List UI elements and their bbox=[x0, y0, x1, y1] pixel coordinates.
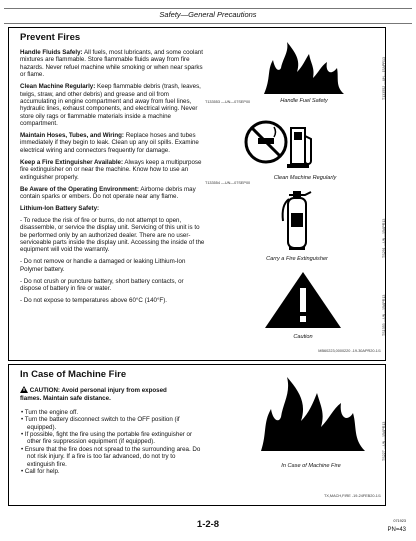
fluids-caption: Handle Fuel Safety bbox=[280, 98, 328, 104]
extinguisher-side-id: TS291 —UN—15APR13 bbox=[382, 218, 386, 258]
fluids-id: T133553 —UN—07SEP00 bbox=[205, 100, 251, 104]
footer-pn: PN=43 bbox=[387, 527, 406, 533]
machine-fire-ref: TX,MACH,FIRE -19-24FEB20-1/1 bbox=[324, 494, 381, 498]
caution-triangle-icon bbox=[263, 270, 343, 330]
list-item bbox=[20, 446, 205, 468]
fire-paragraph bbox=[20, 205, 205, 212]
paragraph-lead: Lithium-Ion Battery Safety: bbox=[20, 204, 100, 212]
clean-id: T133554 —UN—07SEP00 bbox=[205, 181, 251, 185]
machine-fire-caption: In Case of Machine Fire bbox=[281, 463, 341, 469]
fire-paragraph bbox=[20, 278, 205, 293]
section-title: In Case of Machine Fire bbox=[20, 369, 127, 380]
caution-side-id: TS1353 —UN—15APR13 bbox=[382, 294, 386, 336]
paragraph-text: - Do not remove or handle a damaged or leaking Lithium-Ion Polymer battery. bbox=[20, 258, 186, 273]
machine-fire-flame-icon bbox=[259, 373, 367, 453]
bullet-icon: • bbox=[21, 431, 25, 439]
list-item bbox=[20, 431, 205, 446]
bullet-text: If possible, fight the fire using the portable fire extinguisher or other fire suppression equipment (if equipped). bbox=[24, 431, 193, 446]
caution-statement bbox=[20, 386, 205, 403]
bullet-text: Turn the battery disconnect switch to the OFF position (if equipped). bbox=[24, 416, 180, 431]
caution-line-2: flames. Maintain safe distance. bbox=[20, 395, 111, 403]
paragraph-text: - Do not crush or puncture battery, short battery contacts, or dispose of battery in fire or water. bbox=[20, 277, 184, 292]
fire-paragraph bbox=[20, 83, 205, 127]
bullet-icon: • bbox=[21, 445, 25, 453]
page-number: 1-2-8 bbox=[196, 519, 220, 530]
page-header bbox=[4, 8, 412, 24]
caution-small-icon bbox=[20, 386, 28, 395]
header-title: Safety—General Precautions bbox=[159, 10, 257, 19]
list-item bbox=[20, 416, 205, 431]
machine-fire-side-id: TS227 —UN—15APR13 bbox=[382, 421, 386, 461]
paragraph-text: Airborne debris may contain sparks or embers. Do not operate near any flame. bbox=[20, 185, 196, 200]
caution-caption: Caution bbox=[293, 334, 313, 340]
fire-paragraph bbox=[20, 132, 205, 154]
paragraph-lead: Keep a Fire Extinguisher Available: bbox=[20, 158, 124, 166]
paragraph-text: All fuels, most lubricants, and some coolant mixtures are flammable. Store flammable fluids away from fire hazards. Never refuel machine while smoking or when near sparks or flame. bbox=[20, 49, 203, 79]
fire-paragraph bbox=[20, 297, 205, 304]
bullet-text: Turn the engine off. bbox=[24, 408, 79, 416]
fire-extinguisher-icon bbox=[279, 189, 315, 253]
bullet-icon: • bbox=[21, 416, 25, 424]
extinguisher-caption: Carry a Fire Extinguisher bbox=[266, 256, 328, 262]
fire-paragraph bbox=[20, 258, 205, 273]
fluids-side-id: T133552 —UN—15APR13 bbox=[382, 57, 386, 100]
paragraph-text: - To reduce the risk of fire or burns, do not attempt to open, disassemble, or service the display unit. Servicing of this unit is to be performed only by an authorized dealer. There are no user-serviceable parts inside the display unit. Accessing the inside of the equipment will void the warranty. bbox=[20, 216, 205, 254]
paragraph-text: - Do not expose to temperatures above 60°C (140°F). bbox=[20, 296, 167, 304]
section-title: Prevent Fires bbox=[20, 32, 81, 43]
paragraph-lead: Be Aware of the Operating Environment: bbox=[20, 185, 139, 193]
footer-code: 071923 bbox=[393, 519, 406, 523]
list-item bbox=[20, 468, 205, 475]
fire-paragraph bbox=[20, 217, 205, 254]
bullet-text: Call for help. bbox=[24, 468, 60, 476]
list-item bbox=[20, 409, 205, 416]
paragraph-lead: Maintain Hoses, Tubes, and Wiring: bbox=[20, 132, 124, 140]
no-smoking-fuel-pump-icon bbox=[241, 116, 321, 172]
fire-paragraphs bbox=[20, 49, 205, 304]
clean-caption: Clean Machine Regularly bbox=[273, 175, 337, 181]
paragraph-text: Always keep a multipurpose fire extinguisher on or near the machine. Know how to use an extinguisher properly. bbox=[20, 158, 202, 181]
bullet-icon: • bbox=[21, 468, 25, 476]
bullet-text: Ensure that the fire does not spread to the surrounding area. Do not risk injury. If a fire is too far advanced, do not try to extinguish fire. bbox=[24, 445, 201, 468]
fire-paragraph bbox=[20, 49, 205, 79]
bullet-icon: • bbox=[21, 408, 25, 416]
flame-icon bbox=[261, 38, 347, 96]
paragraph-lead: Handle Fluids Safely: bbox=[20, 49, 83, 56]
fire-paragraph bbox=[20, 159, 205, 181]
prevent-fires-text bbox=[20, 32, 205, 309]
machine-fire-bullets bbox=[20, 409, 205, 476]
prevent-fires-section bbox=[8, 27, 386, 361]
machine-fire-text bbox=[20, 369, 205, 475]
paragraph-text: Replace hoses and tubes immediately if they begin to leak. Clean up any oil spills. Examine electrical wiring and connectors frequently for damage. bbox=[20, 132, 199, 154]
machine-fire-section bbox=[8, 364, 386, 506]
paragraph-lead: Clean Machine Regularly: bbox=[20, 83, 96, 91]
caution-line-1: CAUTION: Avoid personal injury from exposed bbox=[29, 387, 167, 394]
paragraph-text: Keep flammable debris (trash, leaves, twigs, straw, and other debris) and grease and oil from accumulating in engine compartment and away from fuel lines, hydraulic lines, exhaust components, and electrical wiring. Never store oily rags or flammable materials inside a machine compartment. bbox=[20, 83, 201, 128]
fire-paragraph bbox=[20, 186, 205, 201]
fires-ref: MB60223,0000220 -19-30APR20-1/1 bbox=[318, 349, 381, 353]
